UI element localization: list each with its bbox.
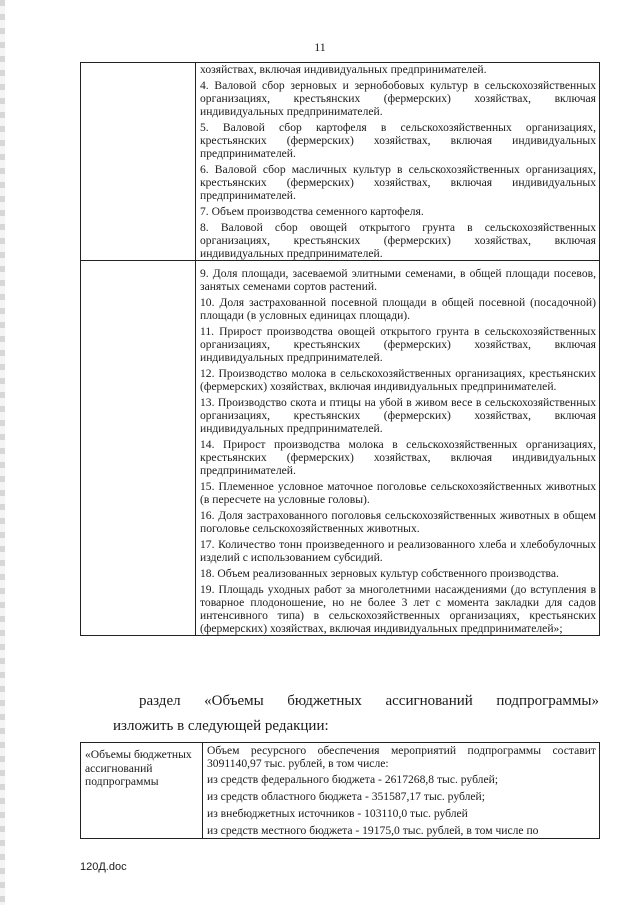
budget-line: Объем ресурсного обеспечения мероприятий подпрограммы составит 3091140,97 тыс. рублей, в том числе: xyxy=(207,744,596,771)
indicator-item: 5. Валовой сбор картофеля в сельскохозяйственных организациях, крестьянских (фермерских) хозяйствах, включая индивидуальных предпринимателей. xyxy=(200,121,596,160)
table-row xyxy=(81,743,600,839)
indicator-item: 19. Площадь уходных работ за многолетними насаждениями (до вступления в товарное плодоношение, но не более 3 лет с момента закладки для садов интенсивного типа) в сельскохозяйственных организациях, крестьянских (фермерских) хозяйствах, включая индивидуальных предпринимателей»; xyxy=(200,583,596,635)
indicator-item: 15. Племенное условное маточное поголовье сельскохозяйственных животных (в пересчете на условные головы). xyxy=(200,480,596,506)
indicator-item: 14. Прирост производства молока в сельскохозяйственных организациях, крестьянских (фермерских) хозяйствах, включая индивидуальных предпринимателей. xyxy=(200,438,596,477)
indicators-cell xyxy=(196,261,600,636)
indicator-item: 10. Доля застрахованной посевной площади в общей посевной (посадочной) площади (в условных единицах площади). xyxy=(200,296,596,322)
indicator-item: 6. Валовой сбор масличных культур в сельскохозяйственных организациях, крестьянских (фермерских) хозяйствах, включая индивидуальных предпринимателей. xyxy=(200,163,596,202)
section-word: раздел xyxy=(139,693,181,709)
section-heading-line xyxy=(139,692,599,710)
indicator-item: 11. Прирост производства овощей открытого грунта в сельскохозяйственных организациях, крестьянских (фермерских) хозяйствах, включая индивидуальных предпринимателей. xyxy=(200,325,596,364)
indicator-item: хозяйствах, включая индивидуальных предпринимателей. xyxy=(200,63,487,76)
budget-line: из внебюджетных источников - 103110,0 тыс. рублей xyxy=(207,807,468,821)
page-number: 11 xyxy=(314,40,326,54)
table-row xyxy=(81,63,600,261)
indicators-table xyxy=(80,62,600,636)
budget-line: из средств федерального бюджета - 2617268,8 тыс. рублей; xyxy=(207,772,499,786)
indicators-cell xyxy=(196,63,600,261)
budget-line: из средств областного бюджета - 351587,17 тыс. рублей; xyxy=(207,789,485,803)
indicator-item: 18. Объем реализованных зерновых культур собственного производства. xyxy=(200,567,559,580)
budget-line: из средств местного бюджета - 19175,0 тыс. рублей, в том числе по xyxy=(207,824,539,838)
section-word: ассигнований xyxy=(385,693,473,709)
table-row xyxy=(81,261,600,636)
indicator-item: 17. Количество тонн произведенного и реализованного хлеба и хлебобулочных изделий с использованием субсидий. xyxy=(200,538,596,564)
indicator-item: 9. Доля площади, засеваемой элитными семенами, в общей площади посевов, занятых семенами сортов растений. xyxy=(200,267,596,293)
indicator-item: 7. Объем производства семенного картофеля. xyxy=(200,205,424,218)
budget-label: «Объемы бюджетных ассигнований подпрограммы xyxy=(81,743,203,839)
section-word: подпрограммы» xyxy=(496,693,599,709)
scan-edge xyxy=(0,0,5,905)
footer-filename: 120Д.doc xyxy=(80,861,127,873)
empty-cell xyxy=(81,261,196,636)
indicator-item: 16. Доля застрахованного поголовья сельскохозяйственных животных в общем поголовье сельскохозяйственных животных. xyxy=(200,509,596,535)
section-word: бюджетных xyxy=(287,693,362,709)
budget-table xyxy=(80,742,600,839)
section-word: «Объемы xyxy=(204,693,264,709)
budget-cell xyxy=(203,743,600,839)
indicator-item: 12. Производство молока в сельскохозяйственных организациях, крестьянских (фермерских) хозяйствах, включая индивидуальных предпринимателей. xyxy=(200,367,596,393)
section-instruction: изложить в следующей редакции: xyxy=(113,718,329,734)
indicator-item: 8. Валовой сбор овощей открытого грунта в сельскохозяйственных организациях, крестьянских (фермерских) хозяйствах, включая индивидуальных предпринимателей. xyxy=(200,221,596,260)
indicator-item: 4. Валовой сбор зерновых и зернобобовых культур в сельскохозяйственных организациях, крестьянских (фермерских) хозяйствах, включая индивидуальных предпринимателей. xyxy=(200,79,596,118)
empty-cell xyxy=(81,63,196,261)
indicator-item: 13. Производство скота и птицы на убой в живом весе в сельскохозяйственных организациях, крестьянских (фермерских) хозяйствах, включая индивидуальных предпринимателей. xyxy=(200,396,596,435)
